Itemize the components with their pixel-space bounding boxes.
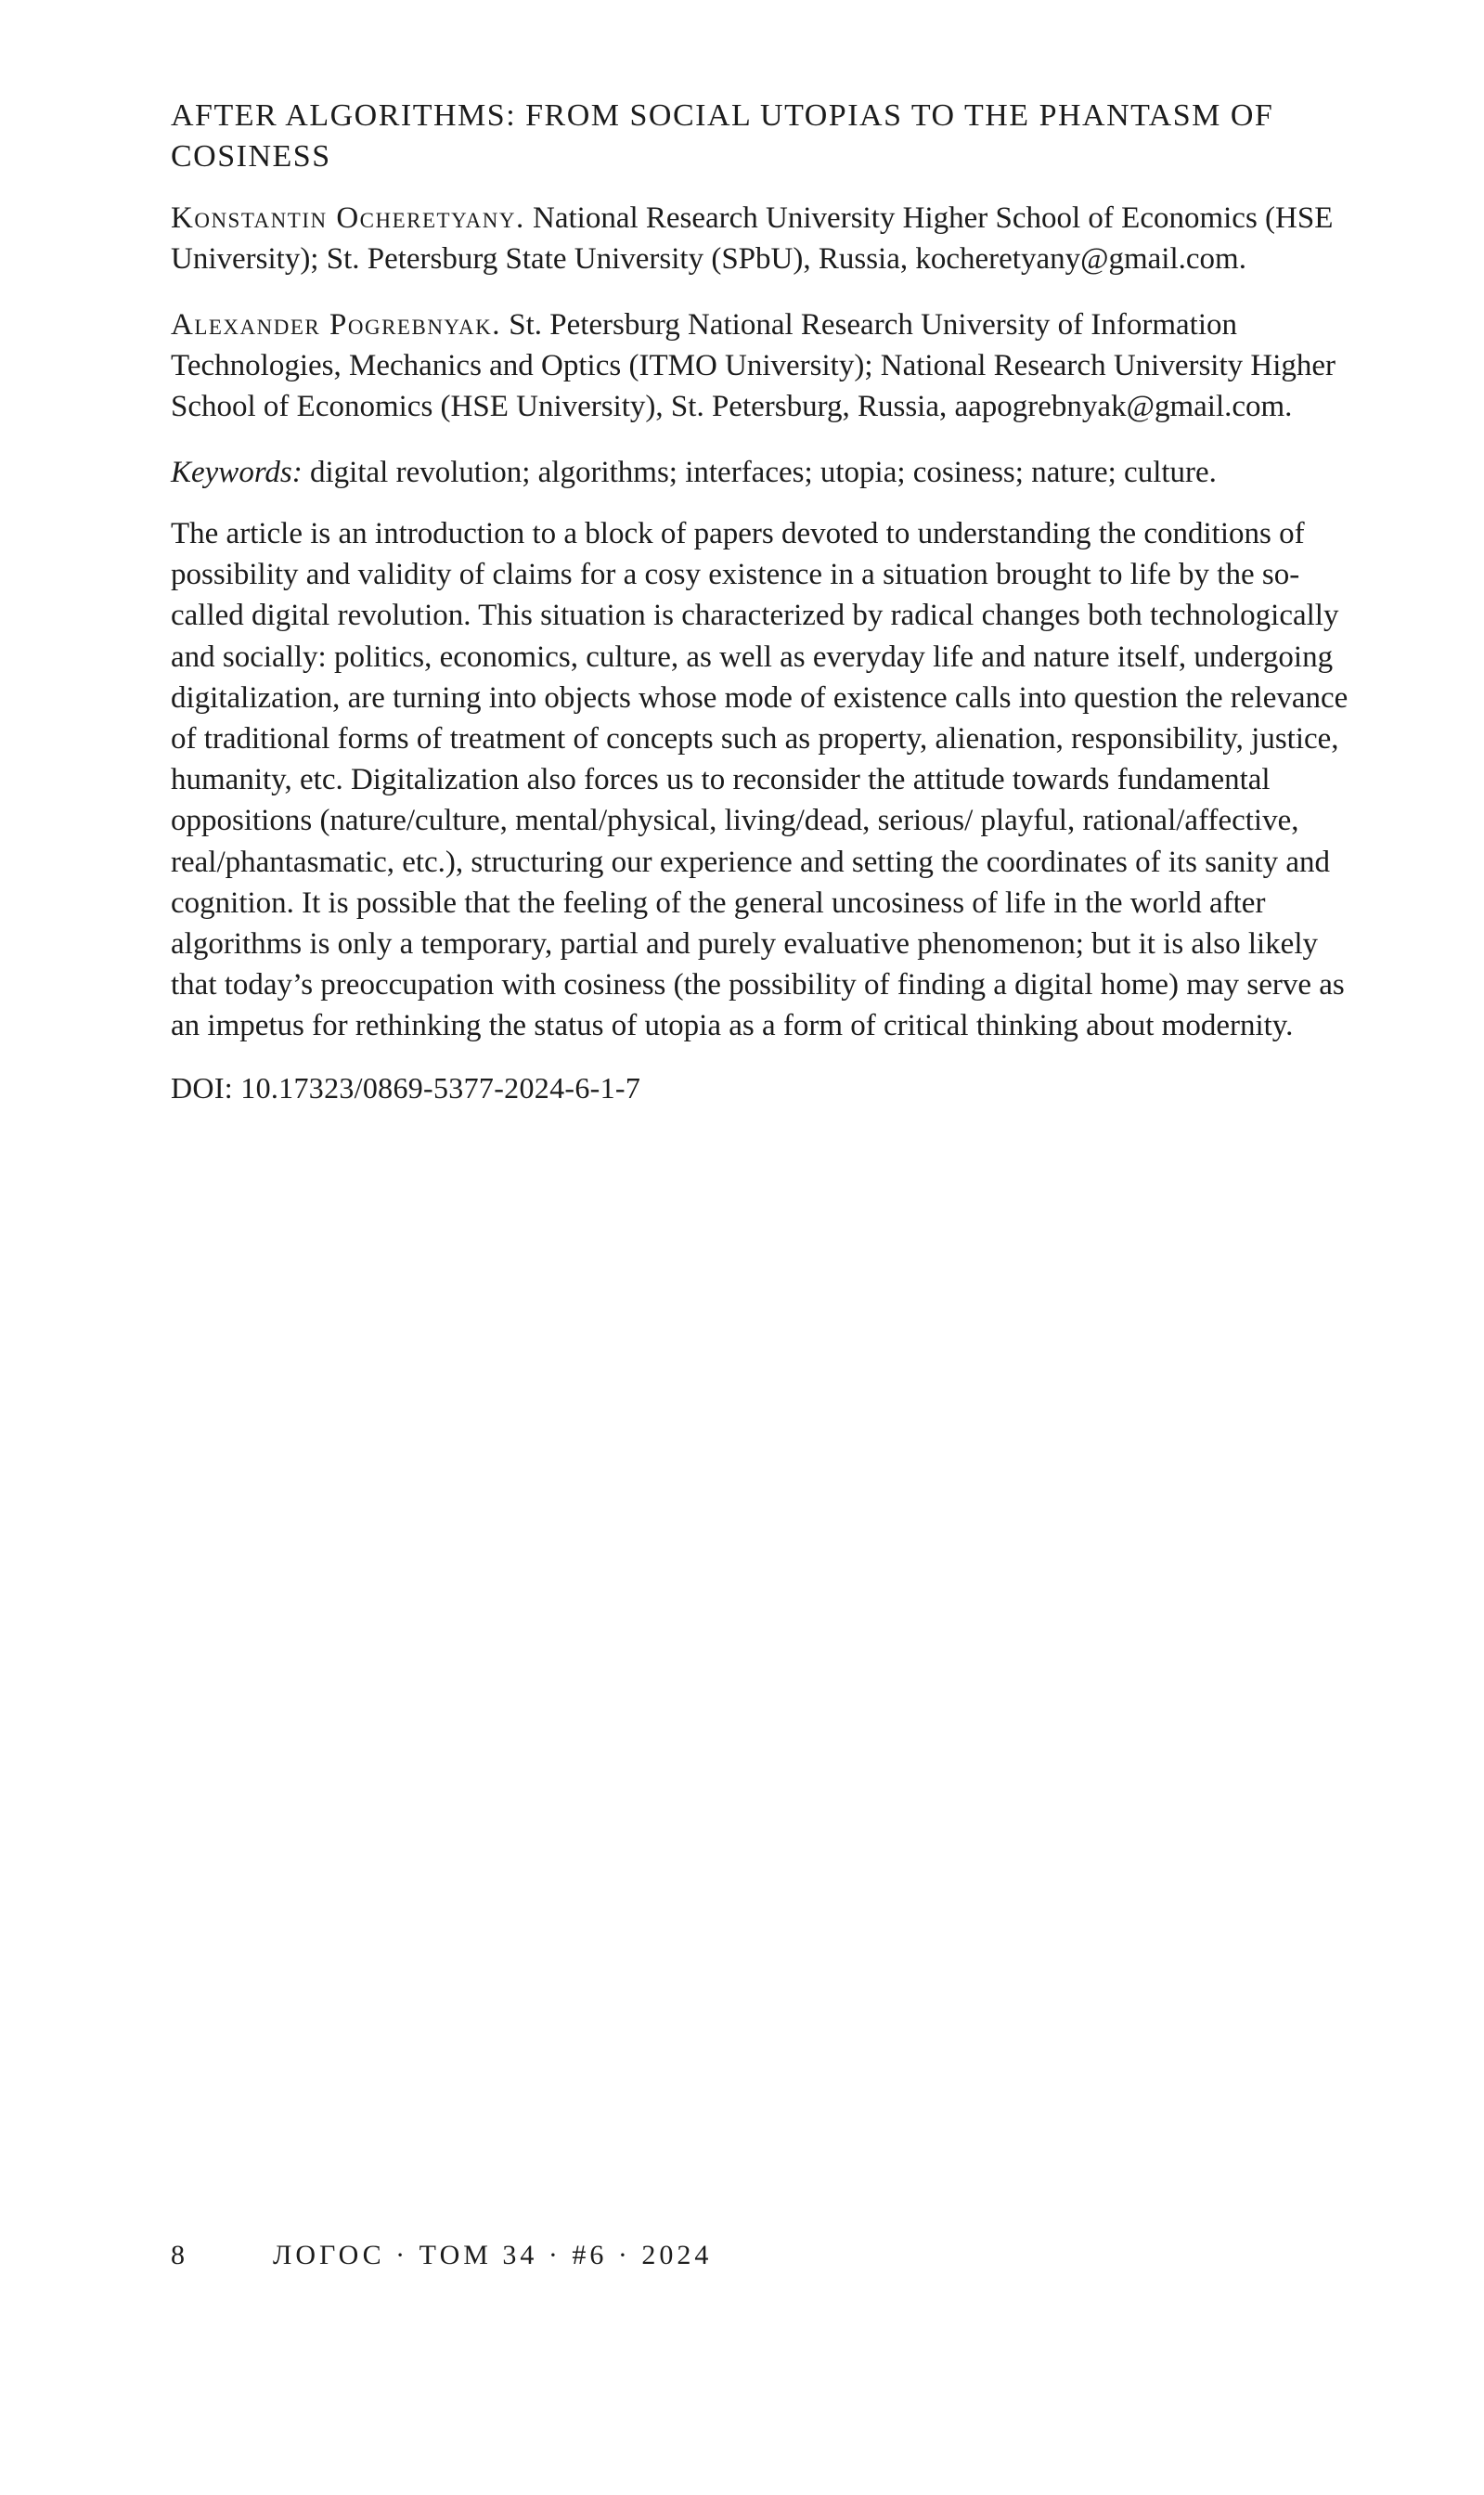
author-name: Alexander Pogrebnyak. [171,308,501,342]
page-number: 8 [171,2240,185,2270]
author-entry [171,304,1349,427]
author-name: Konstantin Ocheretyany. [171,201,525,235]
author-entry [171,198,1349,279]
author-affiliation: St. Petersburg National Research University of Information Technologies, Mechanics and Optics (ITMO University); National Research University Higher School of Economics (HSE University), St. Petersburg, Russia, aapogrebnyak@gmail.com. [171,308,1336,423]
doi: DOI: 10.17323/0869-5377-2024-6-1-7 [171,1070,641,1105]
author-affiliation: National Research University Higher School of Economics (HSE University); St. Petersburg State University (SPbU), Russia, kocheretyany@gmail.com. [171,201,1334,276]
abstract: The article is an introduction to a block of papers devoted to understanding the conditions of possibility and validity of claims for a cosy existence in a situation brought to life by the so-called digital revolution. This situation is characterized by radical changes both technologically and socially: politics, economics, culture, as well as everyday life and nature itself, undergoing digitalization, are turning into objects whose mode of existence calls into question the relevance of traditional forms of treatment of concepts such as property, alienation, responsibility, justice, humanity, etc. Digitalization also forces us to reconsider the attitude towards fundamental oppositions (nature/culture, mental/physical, living/dead, serious/ playful, rational/affective, real/phantasmatic, etc.), structuring our experience and setting the coordinates of its sanity and cognition. It is possible that the feeling of the general uncosiness of life in the world after algorithms is only a temporary, partial and purely evaluative phenomenon; but it is also likely that today’s preoccupation with cosiness (the possibility of finding a digital home) may serve as an impetus for rethinking the status of utopia as a form of critical thinking about modernity. [171,517,1349,1043]
article-title: AFTER ALGORITHMS: FROM SOCIAL UTOPIAS TO THE PHANTASM OF COSINESS [171,98,1274,174]
keywords [171,452,1349,493]
running-title: ЛОГОС · ТОМ 34 · #6 · 2024 [273,2240,713,2270]
keywords-label: Keywords: [171,456,303,489]
article-block [171,96,1349,1108]
keywords-list: digital revolution; algorithms; interfaces; utopia; cosiness; nature; culture. [310,456,1217,489]
